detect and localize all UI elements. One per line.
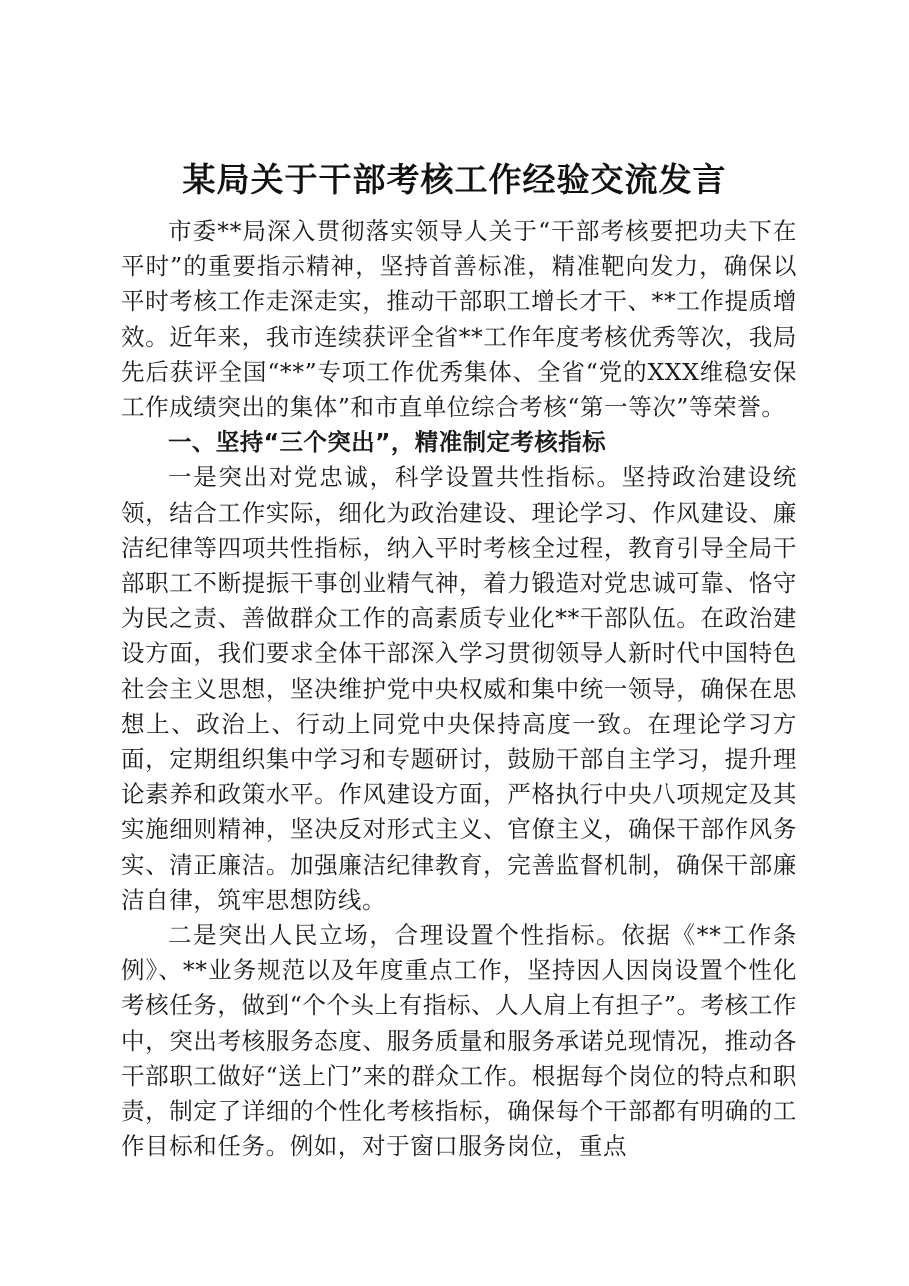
section-heading: 一、坚持“三个突出”，精准制定考核指标: [168, 428, 606, 457]
document-body: [121, 214, 797, 1164]
body-paragraph: 一是突出对党忠诚，科学设置共性指标。坚持政治建设统领，结合工作实际，细化为政治建设、理论学习、作风建设、廉洁纪律等四项共性指标，纳入平时考核全过程，教育引导全局干部职工不断提振干事创业精气神，着力锻造对党忠诚可靠、恪守为民之责、善做群众工作的高素质专业化**干部队伍。在政治建设方面，我们要求全体干部深入学习贯彻领导人新时代中国特色社会主义思想，坚决维护党中央权威和集中统一领导，确保在思想上、政治上、行动上同党中央保持高度一致。在理论学习方面，定期组织集中学习和专题研讨，鼓励干部自主学习，提升理论素养和政策水平。作风建设方面，严格执行中央八项规定及其实施细则精神，坚决反对形式主义、官僚主义，确保干部作风务实、清正廉洁。加强廉洁纪律教育，完善监督机制，确保干部廉洁自律，筑牢思想防线。: [121, 463, 797, 914]
body-paragraph: 二是突出人民立场，合理设置个性指标。依据《**工作条例》、**业务规范以及年度重点工作，坚持因人因岗设置个性化考核任务，做到“个个头上有指标、人人肩上有担子”。考核工作中，突出考核服务态度、服务质量和服务承诺兑现情况，推动各干部职工做好“送上门”来的群众工作。根据每个岗位的特点和职责，制定了详细的个性化考核指标，确保每个干部都有明确的工作目标和任务。例如，对于窗口服务岗位，重点: [121, 921, 797, 1161]
intro-paragraph: 市委**局深入贯彻落实领导人关于“干部考核要把功夫下在平时”的重要指示精神，坚持首善标准，精准靶向发力，确保以平时考核工作走深走实，推动干部职工增长才干、**工作提质增效。近年来，我市连续获评全省**工作年度考核优秀等次，我局先后获评全国“**”专项工作优秀集体、全省“党的XXX维稳安保工作成绩突出的集体”和市直单位综合考核“第一等次”等荣誉。: [121, 217, 797, 422]
document-title: 某局关于干部考核工作经验交流发言: [182, 160, 727, 199]
